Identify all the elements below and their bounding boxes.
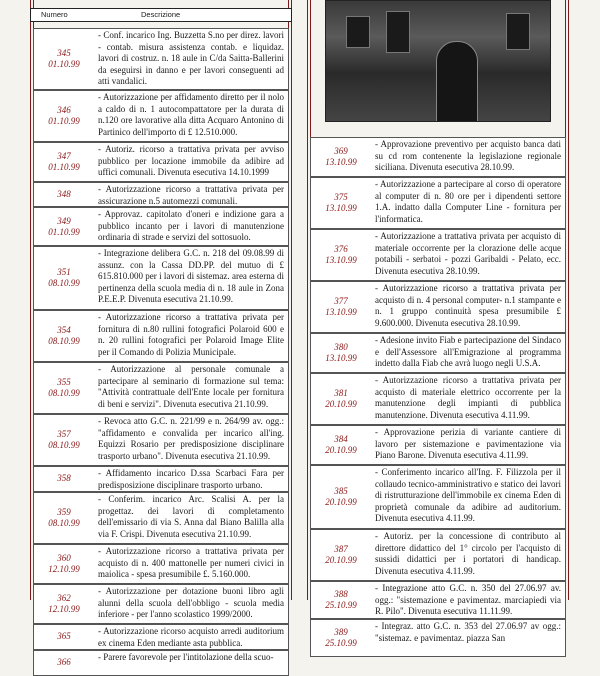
entry-number: 358 (57, 473, 71, 483)
entry-number: 349 (57, 215, 71, 226)
table-row (33, 28, 289, 90)
table-row (310, 619, 566, 657)
entry-number-cell (36, 325, 92, 347)
entry-number: 348 (57, 188, 71, 199)
entry-number: 360 (57, 553, 71, 563)
entry-number-cell (36, 593, 92, 615)
descrizione-header: Descrizione (141, 10, 181, 19)
entry-date: 12.10.99 (48, 604, 80, 614)
table-row (310, 373, 566, 425)
entry-description: - Parere favorevole per l'intitolazione della scuo- (98, 652, 274, 662)
entry-number: 354 (57, 325, 71, 335)
entry-date: 13.10.99 (325, 255, 357, 265)
entry-description: - Autoriz. ricorso a trattativa privata per avviso pubblico per locazione immobile da adibire ad uffici comunali. Divenuta esecutiva 14.10.1999 (98, 144, 284, 177)
window-shape (386, 11, 410, 53)
entry-number: 362 (57, 593, 71, 603)
entry-date: 08.10.99 (48, 278, 80, 288)
entry-description: - Autorizzazione per dotazione buoni libro agli alunni della scuola dell'obbligo - scuola media inferiore - per l'anno scolastico 1999/2000. (98, 586, 284, 619)
entry-number: 376 (334, 244, 348, 254)
table-row (310, 425, 566, 465)
entry-date: 20.10.99 (325, 555, 357, 565)
table-row (33, 362, 289, 414)
building-photo (325, 0, 551, 122)
entry-number: 388 (334, 589, 348, 599)
entry-number-cell (313, 192, 369, 214)
entry-number: 351 (57, 267, 71, 277)
table-row (33, 466, 289, 492)
entry-number-cell (313, 296, 369, 318)
table-row (310, 529, 566, 581)
entry-number-cell (313, 434, 369, 456)
entry-description: - Autorizzazione ricorso a trattativa privata per acquisto di n. 4 personal computer- n.1 stampante e n. 1 gruppo continuità spesa presumibile £ 9.600.000. Divenuta esecutiva 28.10.99. (375, 283, 561, 328)
entry-description: - Autorizzazione al personale comunale a partecipare al seminario di formazione sul tema: "Attività contrattuale dell'Ente locale per fornitura di beni e servizi". Divenuta esecutiva 21.10.99. (98, 364, 284, 409)
entry-date: 20.10.99 (325, 399, 357, 409)
entry-number-cell (36, 553, 92, 575)
entry-number: 369 (334, 146, 348, 156)
table-row (33, 246, 289, 310)
table-row (33, 492, 289, 544)
entry-number: 359 (57, 507, 71, 517)
table-row (310, 465, 566, 529)
entry-number: 381 (334, 388, 348, 398)
entry-description: - Integrazione atto G.C. n. 350 del 27.06.97 av. ogg.: "sistemazione e pavimentaz. marciapiedi via R. Pilo". Divenuta esecutiva 11.11.99. (375, 583, 561, 616)
entry-number-cell (36, 377, 92, 399)
entry-description: - Adesione invito Fiab e partecipazione del Sindaco e dell'Assessore all'Emigrazione al programma indetto dalla Fiab che avrà luogo negli U.S.A. (375, 335, 561, 368)
entry-description: - Autoriz. per la concessione di contributo al direttore didattico del 1° circolo per l'acquisto di sussidi didattici per i portatori di handicap. Divenuta esecutiva 4.11.99. (375, 531, 561, 576)
entry-number-cell (313, 486, 369, 508)
entry-date: 01.10.99 (48, 226, 80, 237)
table-row (310, 229, 566, 281)
entry-number: 365 (57, 631, 71, 641)
entry-number-cell (313, 627, 369, 649)
entry-description: - Autorizzazione ricorso a trattativa privata per assicurazione n.5 automezzi comunali. (98, 184, 284, 206)
table-row (33, 142, 289, 182)
entry-number-cell (36, 657, 92, 668)
left-column (30, 0, 292, 667)
entry-description: - Autorizzazione ricorso a trattativa privata per acquisto di materiale elettrico occorrente per la manutenzione degli impianti di pubblica manutenzione. Divenuta esecutiva 4.11.99. (375, 375, 561, 420)
entry-description: - Conferimento incarico all'Ing. F. Filizzola per il collaudo tecnico-amministrativo e statico dei lavori di ristrutturazione dell'immobile ex cinema Eden di proprietà comunale da adibire ad auditorium. Divenuta esecutiva 4.11.99. (375, 467, 561, 523)
table-row (310, 333, 566, 373)
entry-date: 08.10.99 (48, 388, 80, 398)
entry-number: 385 (334, 486, 348, 496)
table-row (33, 584, 289, 624)
entry-description: - Autorizzazione ricorso a trattativa privata per fornitura di n.80 rullini fotografici Polaroid 600 e n. 20 rullini fotografici per Polaroid Image Elite per il Comando di Polizia Municipale. (98, 312, 284, 357)
entry-number-cell (36, 151, 92, 173)
entry-number-cell (36, 48, 92, 70)
entry-number-cell (36, 189, 92, 200)
entry-number: 375 (334, 192, 348, 202)
table-row (33, 544, 289, 584)
entry-number-cell (36, 631, 92, 642)
entry-date: 08.10.99 (48, 336, 80, 346)
table-row (310, 137, 566, 177)
entry-date: 20.10.99 (325, 445, 357, 455)
table-row (33, 90, 289, 142)
entry-date: 08.10.99 (48, 440, 80, 450)
entry-date: 25.10.99 (325, 638, 357, 648)
table-row (33, 414, 289, 466)
entry-description: - Autorizzazione a trattativa privata per acquisto di materiale occorrente per la clorazione delle acque potabili - serbatoi - pozzi Garibaldi - Pelato, ecc. Divenuta esecutiva 28.10.99. (375, 231, 561, 276)
entry-number: 357 (57, 429, 71, 439)
entry-number: 355 (57, 377, 71, 387)
window-shape (346, 16, 370, 48)
entry-date: 01.10.99 (48, 59, 80, 69)
entry-number-cell (36, 473, 92, 484)
entry-number: 346 (57, 105, 71, 115)
entry-number-cell (313, 589, 369, 611)
entry-description: - Autorizzazione ricorso acquisto arredi auditorium ex cinema Eden mediante asta pubblica. (98, 626, 284, 648)
entry-description: - Integrazione delibera G.C. n. 218 del 09.08.99 di assunz. con la Cassa DD.PP. del mutuo di £ 615.810.000 per i lavori di sistemaz. area esterna di pertinenza della scuola media di n. 18 aule in Zona P.E.E.P. Divenuta esecutiva 21.10.99. (98, 248, 284, 304)
entry-description: - Approvaz. capitolato d'oneri e indizione gara a pubblico incanto per i lavori di manutenzione ordinaria di strade e servizi del sottosuolo. (98, 209, 284, 242)
entry-number: 387 (334, 544, 348, 554)
table-row (33, 182, 289, 207)
entry-number: 380 (334, 342, 348, 352)
entry-number-cell (36, 429, 92, 451)
entry-date: 12.10.99 (48, 564, 80, 574)
entry-number: 389 (334, 627, 348, 637)
entry-number-cell (36, 216, 92, 238)
table-row (33, 624, 289, 650)
entry-date: 25.10.99 (325, 600, 357, 610)
entry-number: 347 (57, 151, 71, 161)
entry-number: 366 (57, 657, 71, 667)
entry-description: - Revoca atto G.C. n. 221/99 e n. 264/99 av. ogg.: "affidamento e convalida per incarico all'ing. Equizzi Rosario per predisposizione disciplinare trasporto urbano". Divenuta esecutiva 21.10.99. (98, 416, 284, 461)
entry-number-cell (313, 244, 369, 266)
window-shape (506, 13, 530, 50)
entry-number-cell (313, 544, 369, 566)
numero-header: Numero (41, 10, 68, 19)
entry-number: 345 (57, 48, 71, 58)
table-row (310, 177, 566, 229)
entry-number: 384 (334, 434, 348, 444)
right-column (307, 0, 569, 648)
entry-date: 13.10.99 (325, 203, 357, 213)
table-row (33, 207, 289, 246)
entry-description: - Autorizzazione a partecipare al corso di operatore al computer di n. 80 ore per i dipendenti settore 1.A. indatto dalla Computer Line - fornitura per l'informatica. (375, 179, 561, 224)
entry-number-cell (36, 105, 92, 127)
entry-date: 13.10.99 (325, 307, 357, 317)
entry-number-cell (36, 267, 92, 289)
entry-date: 08.10.99 (48, 518, 80, 528)
entry-date: 13.10.99 (325, 157, 357, 167)
entry-description: - Autorizzazione per affidamento diretto per il nolo a caldo di n. 1 autocompattatore per la durata di n.120 ore lavorative alla ditta Acquaro Antonino di Partinico dell'importo di £ 12.510.000. (98, 92, 284, 137)
entry-date: 13.10.99 (325, 353, 357, 363)
entry-description: - Autorizzazione ricorso a trattativa privata per acquisto di n. 400 mattonelle per numeri civici in maiolica - spesa presumibile £. 5.160.000. (98, 546, 284, 579)
table-row (33, 310, 289, 362)
doorway-shape (436, 41, 478, 122)
entry-number-cell (313, 146, 369, 168)
table-row (33, 650, 289, 676)
entry-number-cell (313, 342, 369, 364)
entry-number-cell (36, 507, 92, 529)
table-header (30, 8, 292, 22)
entry-description: - Conf. incarico Ing. Buzzetta S.no per direz. lavori - contab. misura assistenza contab. e liquidaz. lavori di costruz. n. 18 aule in C/da Saitta-Ballerini da eseguirsi in danno e per lavori conseguenti ad atti vandalici. (98, 30, 284, 86)
entry-description: - Conferim. incarico Arc. Scalisi A. per la progettaz. dei lavori di completamento dell'emissario di via S. Anna dal Biano Balilla alla via F. Crispi. Divenuta esecutiva 21.10.99. (98, 494, 284, 539)
entry-date: 01.10.99 (48, 162, 80, 172)
entry-description: - Approvazione perizia di variante cantiere di lavoro per sistemazione e pavimentazione via Piano Barone. Divenuta esecutiva 4.11.99. (375, 427, 561, 460)
entry-description: - Integraz. atto G.C. n. 353 del 27.06.97 av ogg.: "sistemaz. e pavimentaz. piazza San (375, 621, 561, 643)
table-row (310, 281, 566, 333)
entry-date: 01.10.99 (48, 116, 80, 126)
entry-number-cell (313, 388, 369, 410)
entry-description: - Affidamento incarico D.ssa Scarbaci Fara per predisposizione disciplinare trasporto urbano. (98, 468, 284, 490)
entry-description: - Approvazione preventivo per acquisto banca dati su cd rom contenente la legislazione regionale siciliana. Divenuta esecutiva 28.10.99. (375, 139, 561, 172)
table-row (310, 581, 566, 619)
entry-number: 377 (334, 296, 348, 306)
entry-date: 20.10.99 (325, 497, 357, 507)
